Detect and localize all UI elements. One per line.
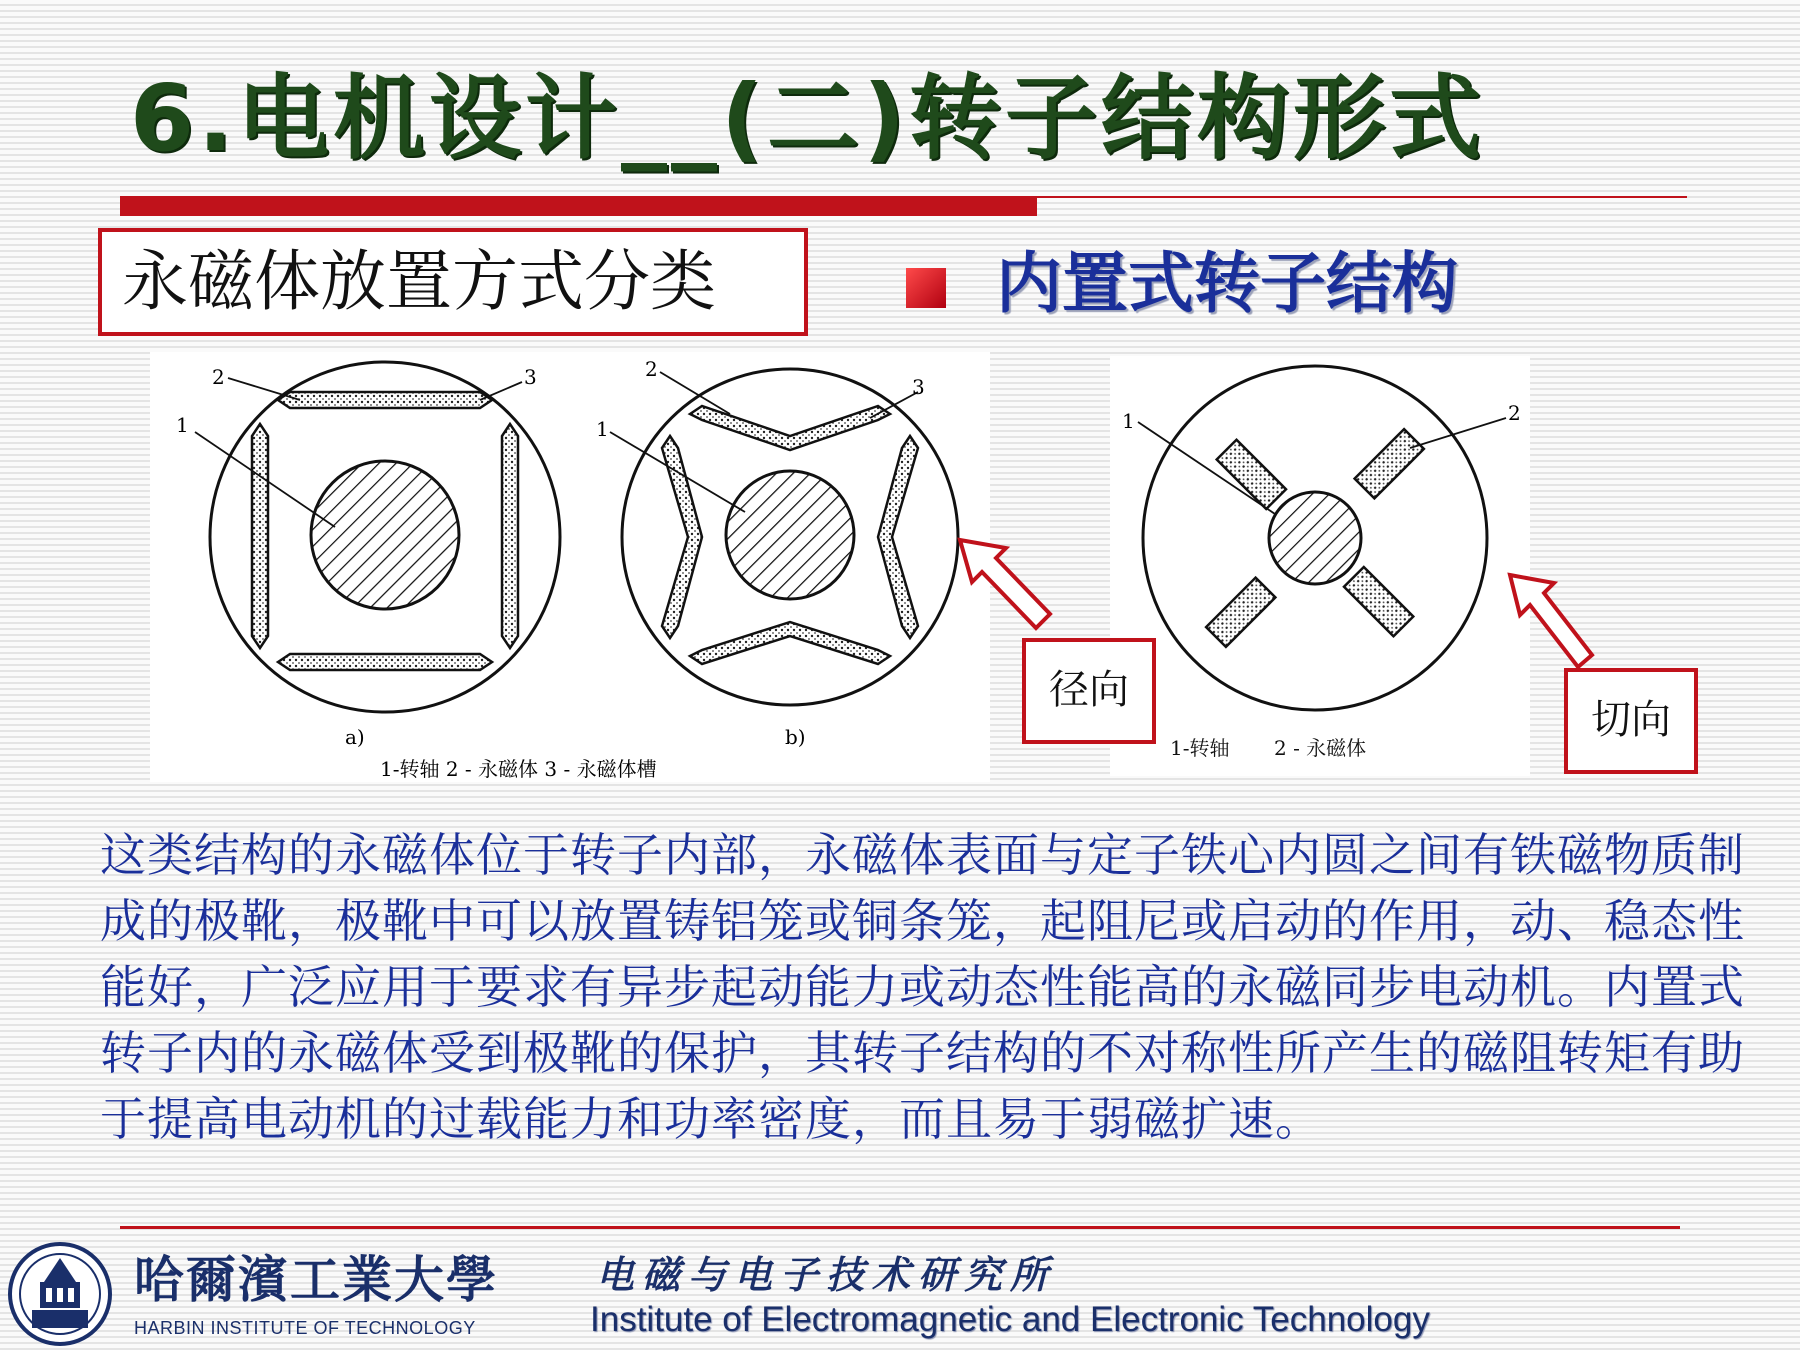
university-name-cn: 哈爾濱工業大學 bbox=[134, 1250, 498, 1309]
legend-right: 1-转轴 2 - 永磁体 bbox=[1170, 736, 1367, 760]
part-number-1-c: 1 bbox=[1122, 409, 1135, 433]
classification-label: 永磁体放置方式分类 bbox=[98, 228, 808, 336]
university-seal-icon bbox=[6, 1240, 114, 1348]
diagram-radial-rotors bbox=[150, 352, 990, 782]
arrow-up-left-icon-2 bbox=[1500, 565, 1600, 675]
rotor-b bbox=[610, 369, 958, 705]
slide-title: 6.电机设计__(二)转子结构形式 bbox=[130, 65, 1486, 172]
bullet-square-icon bbox=[906, 268, 946, 308]
arrow-up-left-icon bbox=[950, 530, 1060, 640]
body-paragraph: 这类结构的永磁体位于转子内部，永磁体表面与定子铁心内圆之间有铁磁物质制成的极靴，极靴中可以放置铸铝笼或铜条笼，起阻尼或启动的作用，动、稳态性能好，广泛应用于要求有异步起动能力或动态性能高的永磁同步电动机。内置式转子内的永磁体受到极靴的保护，其转子结构的不对称性所产生的磁阻转矩有助于提高电动机的过载能力和功率密度，而且易于弱磁扩速。 bbox=[100, 828, 1745, 1146]
title-underline-bar bbox=[120, 196, 1037, 216]
institute-name-cn: 电磁与电子技术研究所 bbox=[596, 1252, 1057, 1297]
radial-rotor-svg bbox=[150, 352, 990, 782]
part-number-3-b: 3 bbox=[912, 375, 925, 399]
panel-b-label: b) bbox=[785, 725, 806, 749]
rotor-a bbox=[195, 362, 560, 712]
subheading: 内置式转子结构 bbox=[996, 245, 1458, 322]
diagram-tangential-rotor bbox=[1110, 356, 1530, 776]
footer-divider bbox=[120, 1226, 1680, 1229]
part-number-2-c: 2 bbox=[1508, 401, 1521, 425]
callout-tangential: 切向 bbox=[1564, 668, 1698, 774]
part-number-2-a: 2 bbox=[212, 365, 225, 389]
part-number-3-a: 3 bbox=[524, 365, 537, 389]
part-number-2-b: 2 bbox=[645, 357, 658, 381]
university-name-en: HARBIN INSTITUTE OF TECHNOLOGY bbox=[134, 1318, 476, 1338]
legend-left: 1-转轴 2 - 永磁体 3 - 永磁体槽 bbox=[380, 757, 657, 781]
callout-radial: 径向 bbox=[1022, 638, 1156, 744]
tangential-rotor-svg bbox=[1110, 356, 1530, 776]
panel-a-label: a) bbox=[345, 725, 365, 749]
part-number-1-b: 1 bbox=[596, 417, 609, 441]
title-underline-thin bbox=[1037, 196, 1687, 198]
part-number-1-a: 1 bbox=[176, 413, 189, 437]
institute-name-en: Institute of Electromagnetic and Electronic Technology bbox=[590, 1300, 1430, 1339]
